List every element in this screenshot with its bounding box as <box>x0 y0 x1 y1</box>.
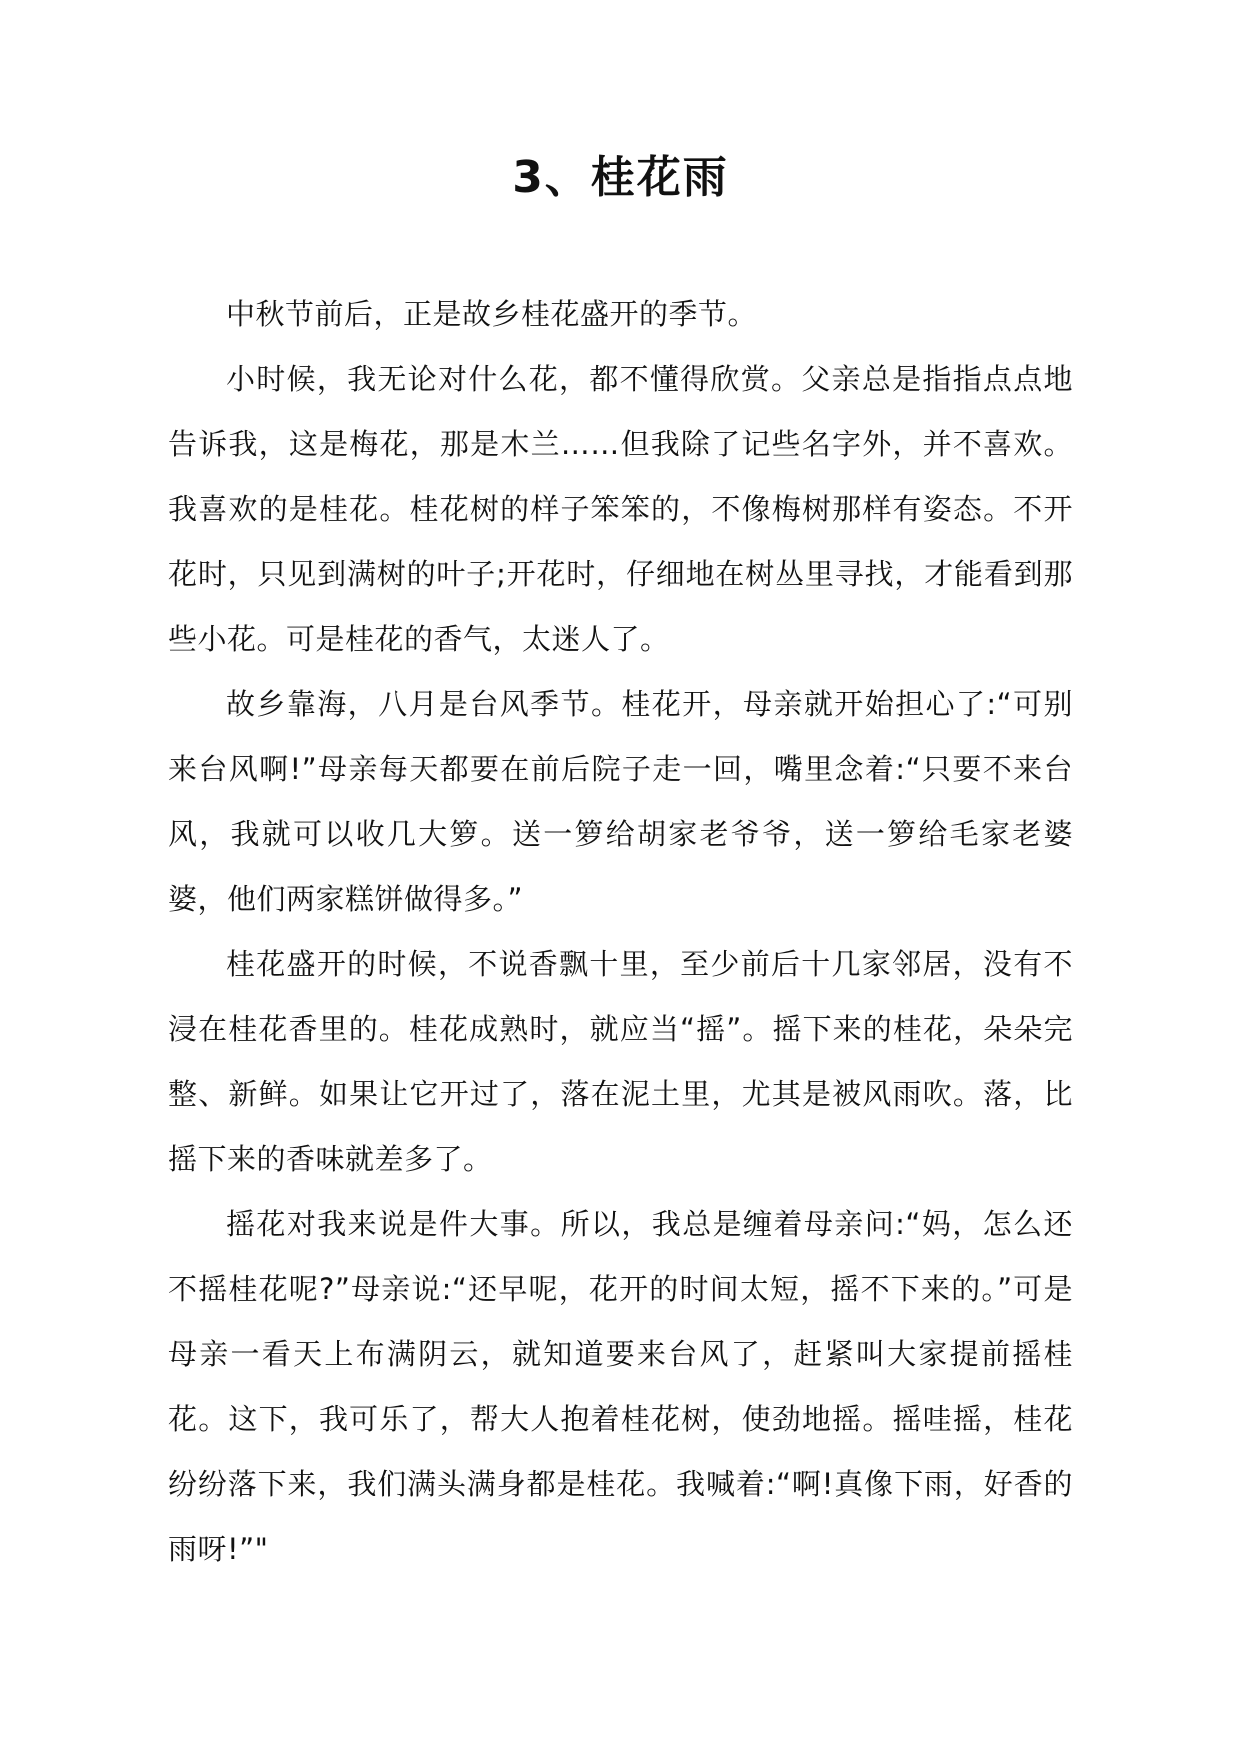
paragraph-2: 小时候，我无论对什么花，都不懂得欣赏。父亲总是指指点点地告诉我，这是梅花，那是木兰……但我除了记些名字外，并不喜欢。我喜欢的是桂花。桂花树的样子笨笨的，不像梅树那样有姿态。不开花时，只见到满树的叶子;开花时，仔细地在树丛里寻找，才能看到那些小花。可是桂花的香气，太迷人了。 <box>168 362 1073 656</box>
paragraph-3: 故乡靠海，八月是台风季节。桂花开，母亲就开始担心了:“可别来台风啊!”母亲每天都要在前后院子走一回，嘴里念着:“只要不来台风，我就可以收几大箩。送一箩给胡家老爷爷，送一箩给毛家老婆婆，他们两家糕饼做得多。” <box>168 687 1073 916</box>
document-title: 3、桂花雨 <box>512 152 729 203</box>
document-body <box>168 282 1073 1582</box>
paragraph-5: 摇花对我来说是件大事。所以，我总是缠着母亲问:“妈，怎么还不摇桂花呢?”母亲说:“还早呢，花开的时间太短，摇不下来的。”可是母亲一看天上布满阴云，就知道要来台风了，赶紧叫大家提前摇桂花。这下，我可乐了，帮大人抱着桂花树，使劲地摇。摇哇摇，桂花纷纷落下来，我们满头满身都是桂花。我喊着:“啊!真像下雨，好香的雨呀!”" <box>168 1207 1073 1566</box>
paragraph-1: 中秋节前后，正是故乡桂花盛开的季节。 <box>226 297 758 331</box>
paragraph-4: 桂花盛开的时候，不说香飘十里，至少前后十几家邻居，没有不浸在桂花香里的。桂花成熟时，就应当“摇”。摇下来的桂花，朵朵完整、新鲜。如果让它开过了，落在泥土里，尤其是被风雨吹。落，比摇下来的香味就差多了。 <box>168 947 1073 1176</box>
